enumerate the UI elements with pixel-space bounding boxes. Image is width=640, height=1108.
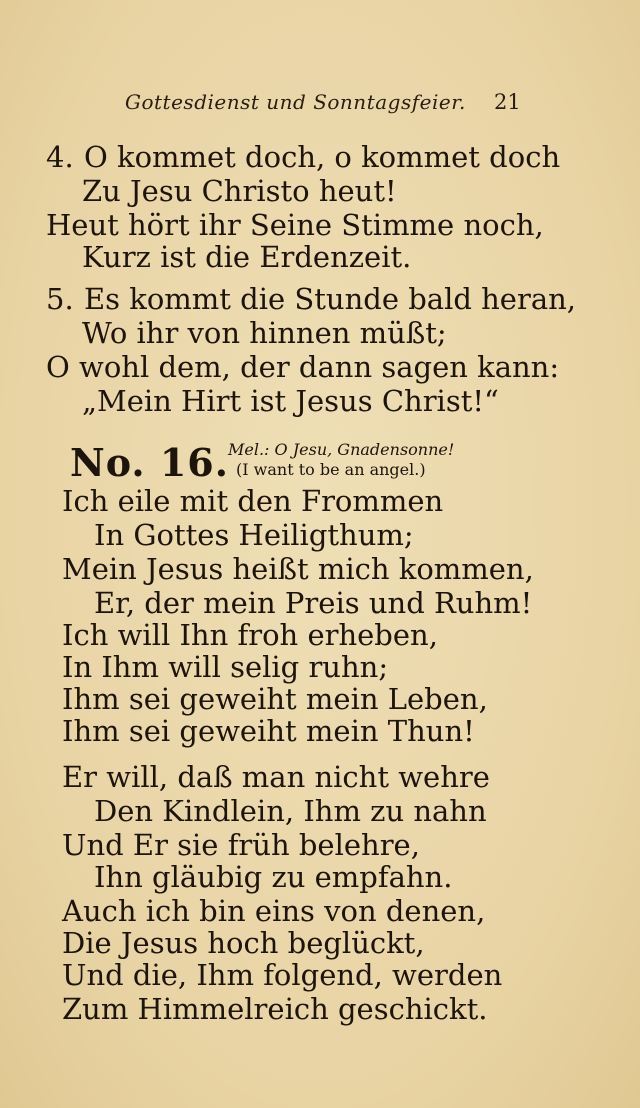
hymn-line: Auch ich bin eins von denen, (62, 894, 486, 928)
hymn-line: In Gottes Heiligthum; (94, 518, 414, 552)
hymn-line: Mein Jesus heißt mich kommen, (62, 552, 534, 586)
melody-reference: Mel.: O Jesu, Gnadensonne! (228, 440, 455, 459)
verse-line: „Mein Hirt ist Jesus Christ!“ (82, 384, 499, 418)
verse-line: 5. Es kommt die Stunde bald heran, (46, 282, 577, 316)
verse-line: Kurz ist die Erdenzeit. (82, 240, 412, 274)
hymn-line: Ich will Ihn froh erheben, (62, 618, 438, 652)
melody-english: (I want to be an angel.) (236, 460, 426, 479)
hymn-number: No. 16. (70, 440, 229, 485)
hymn-line: Die Jesus hoch beglückt, (62, 926, 425, 960)
verse-line: Heut hört ihr Seine Stimme noch, (46, 208, 544, 242)
hymn-line: Ihm sei geweiht mein Thun! (62, 714, 475, 748)
running-title: Gottesdienst und Sonntagsfeier. (125, 90, 466, 114)
hymn-line: Er will, daß man nicht wehre (62, 760, 490, 794)
verse-line: 4. O kommet doch, o kommet doch (46, 140, 561, 174)
verse-line: Zu Jesu Christo heut! (82, 174, 397, 208)
hymn-line: Und Er sie früh belehre, (62, 828, 420, 862)
hymn-line: Ihm sei geweiht mein Leben, (62, 682, 488, 716)
hymn-line: Er, der mein Preis und Ruhm! (94, 586, 533, 620)
hymn-line: Ihn gläubig zu empfahn. (94, 860, 453, 894)
hymn-heading (70, 440, 590, 490)
verse-number: 4. (46, 140, 74, 174)
page-number: 21 (494, 90, 521, 114)
verse-line: O wohl dem, der dann sagen kann: (46, 350, 560, 384)
hymn-line: Ich eile mit den Frommen (62, 484, 444, 518)
hymn-line: Den Kindlein, Ihm zu nahn (94, 794, 487, 828)
verse-line: Wo ihr von hinnen müßt; (82, 316, 447, 350)
hymn-line: Und die, Ihm folgend, werden (62, 958, 503, 992)
hymn-line: In Ihm will selig ruhn; (62, 650, 389, 684)
hymn-line: Zum Himmelreich geschickt. (62, 992, 488, 1026)
verse-number: 5. (46, 282, 74, 316)
page-header (0, 90, 640, 120)
